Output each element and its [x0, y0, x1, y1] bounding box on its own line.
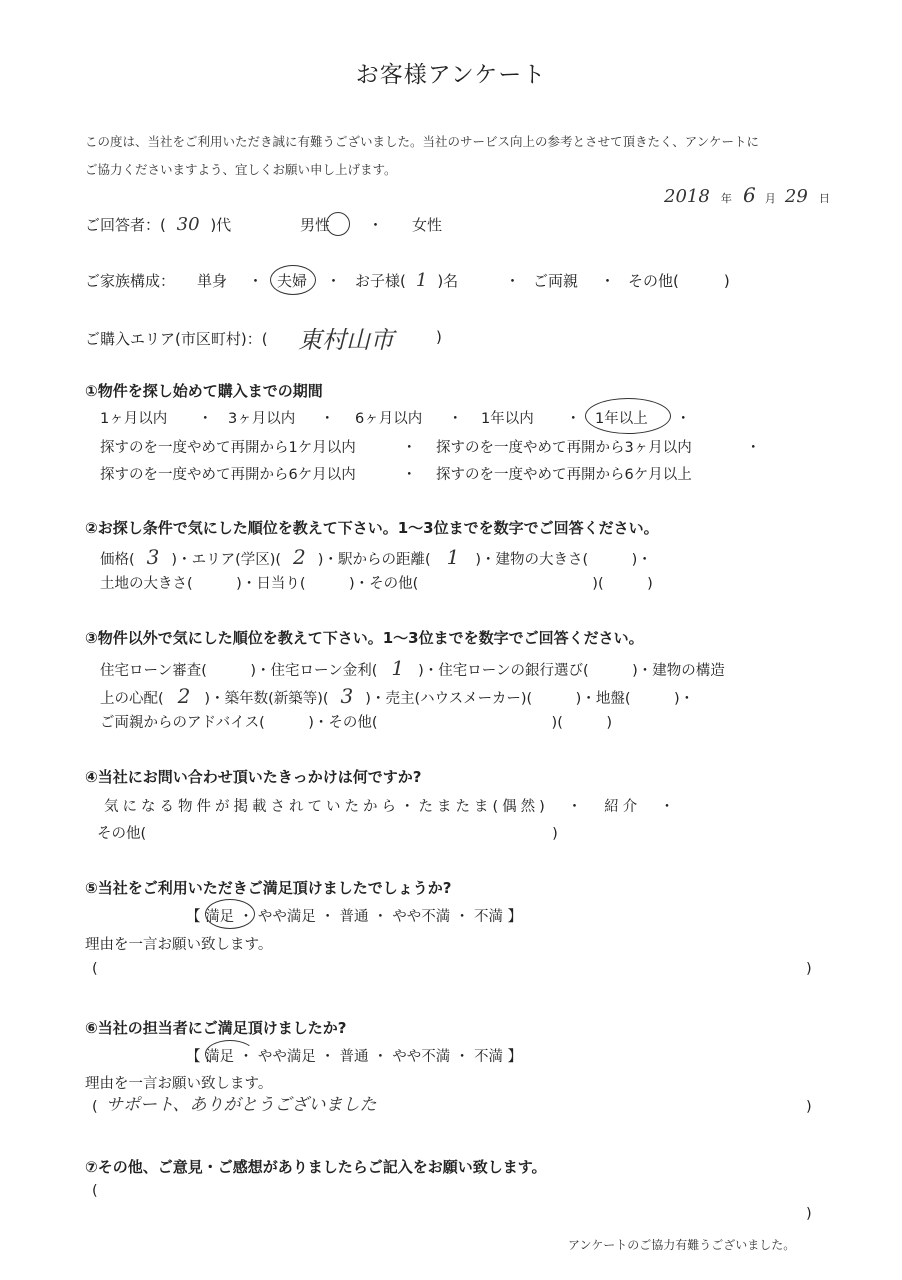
q7-title: ⑦その他、ご意見・ご感想がありましたらご記入をお願い致します。	[85, 1158, 547, 1176]
q1-option[interactable]: 探すのを一度やめて再開から6ケ月以上	[436, 467, 692, 483]
q6-title: ⑥当社の担当者にご満足頂けましたか?	[85, 1019, 347, 1037]
q5-reason-label: 理由を一言お願い致します。	[85, 937, 273, 953]
q6-options[interactable]: 【 満足 ・ やや満足 ・ 普通 ・ やや不満 ・ 不満 】	[186, 1049, 523, 1065]
date: 2018 年 6 月 29 日	[664, 183, 830, 207]
selection-circle	[585, 398, 671, 434]
q1-option[interactable]: 1年以内	[481, 411, 534, 427]
option-children[interactable]: お子様( 1 )名	[355, 270, 459, 291]
q1-option[interactable]: 探すのを一度やめて再開から3ヶ月以内	[436, 440, 692, 456]
intro-line-1: この度は、当社をご利用いただき誠に有難うございました。当社のサービス向上の参考とさせて頂きたく、アンケートに	[85, 134, 760, 149]
selection-circle	[205, 1040, 255, 1068]
q3-line-2: 上の心配( 2 )・築年数(新築等)( 3 )・売主(ハウスメーカー)( )・地盤( )・	[100, 684, 695, 708]
q1-title: ①物件を探し始めて購入までの期間	[85, 382, 323, 400]
q5-options[interactable]: 【 満足 ・ やや満足 ・ 普通 ・ やや不満 ・ 不満 】	[186, 909, 523, 925]
q4-title: ④当社にお問い合わせ頂いたきっかけは何ですか?	[85, 768, 422, 786]
option-parents[interactable]: ご両親	[533, 272, 579, 290]
q6-answer: サポート、ありがとうございました	[106, 1095, 377, 1115]
q4-line-1[interactable]: 気になる物件が掲載されていたから・たまたま(偶然) ・ 紹介 ・	[104, 799, 679, 815]
selection-circle	[270, 265, 316, 295]
rank-price[interactable]: 3	[146, 545, 160, 569]
q1-option[interactable]: 1ヶ月以内	[100, 411, 168, 427]
area-value: 東村山市	[298, 326, 394, 354]
q1-option[interactable]: 6ヶ月以内	[355, 411, 423, 427]
q1-option[interactable]: 3ヶ月以内	[228, 411, 296, 427]
q3-title: ③物件以外で気にした順位を教えて下さい。1〜3位までを数字でご回答ください。	[85, 629, 644, 647]
date-day: 29	[784, 186, 808, 207]
respondent-row: ご回答者：( 30 )代	[85, 214, 232, 235]
rank-loan-rate[interactable]: 1	[391, 656, 405, 680]
q5-title: ⑤当社をご利用いただきご満足頂けましたでしょうか?	[85, 879, 452, 897]
q4-line-2[interactable]: その他( )	[97, 826, 558, 842]
page-title: お客様アンケート	[355, 62, 547, 88]
date-month: 6	[743, 183, 756, 207]
option-female[interactable]: 女性	[412, 216, 443, 234]
date-year: 2018	[664, 186, 710, 207]
option-male[interactable]: 男性	[300, 216, 331, 234]
option-other[interactable]: その他( )	[628, 272, 730, 290]
footer-thanks: アンケートのご協力有難うございました。	[568, 1238, 796, 1252]
intro-line-2: ご協力くださいますよう、宜しくお願い申し上げます。	[85, 162, 397, 177]
q2-line-2: 土地の大きさ( )・日当り( )・その他( )( )	[100, 576, 653, 592]
q3-line-3: ご両親からのアドバイス( )・その他( )( )	[100, 715, 613, 731]
q3-line-1: 住宅ローン審査( )・住宅ローン金利( 1 )・住宅ローンの銀行選び( )・建物の構造	[100, 656, 725, 680]
option-couple[interactable]: 夫婦	[277, 272, 308, 290]
rank-station[interactable]: 1	[446, 545, 460, 569]
q1-option[interactable]: 探すのを一度やめて再開から6ケ月以内	[100, 467, 356, 483]
family-label: ご家族構成：	[85, 272, 176, 290]
q1-option[interactable]: 1年以上	[595, 411, 648, 427]
q2-line-1: 価格( 3 )・エリア(学区)( 2 )・駅からの距離( 1 )・建物の大きさ( )・	[100, 545, 652, 569]
rank-area[interactable]: 2	[293, 545, 306, 569]
q6-reason-label: 理由を一言お願い致します。	[85, 1076, 273, 1092]
children-count: 1	[415, 270, 428, 291]
selection-circle	[326, 212, 350, 236]
q2-title: ②お探し条件で気にした順位を教えて下さい。1〜3位までを数字でご回答ください。	[85, 519, 659, 537]
area-label: ご購入エリア(市区町村)：(	[85, 330, 268, 348]
selection-circle	[205, 899, 255, 929]
rank-structure[interactable]: 2	[177, 684, 191, 708]
respondent-age: 30	[176, 214, 200, 235]
q1-option[interactable]: 探すのを一度やめて再開から1ケ月以内	[100, 440, 356, 456]
option-single[interactable]: 単身	[197, 272, 228, 290]
rank-building-age[interactable]: 3	[340, 684, 354, 708]
